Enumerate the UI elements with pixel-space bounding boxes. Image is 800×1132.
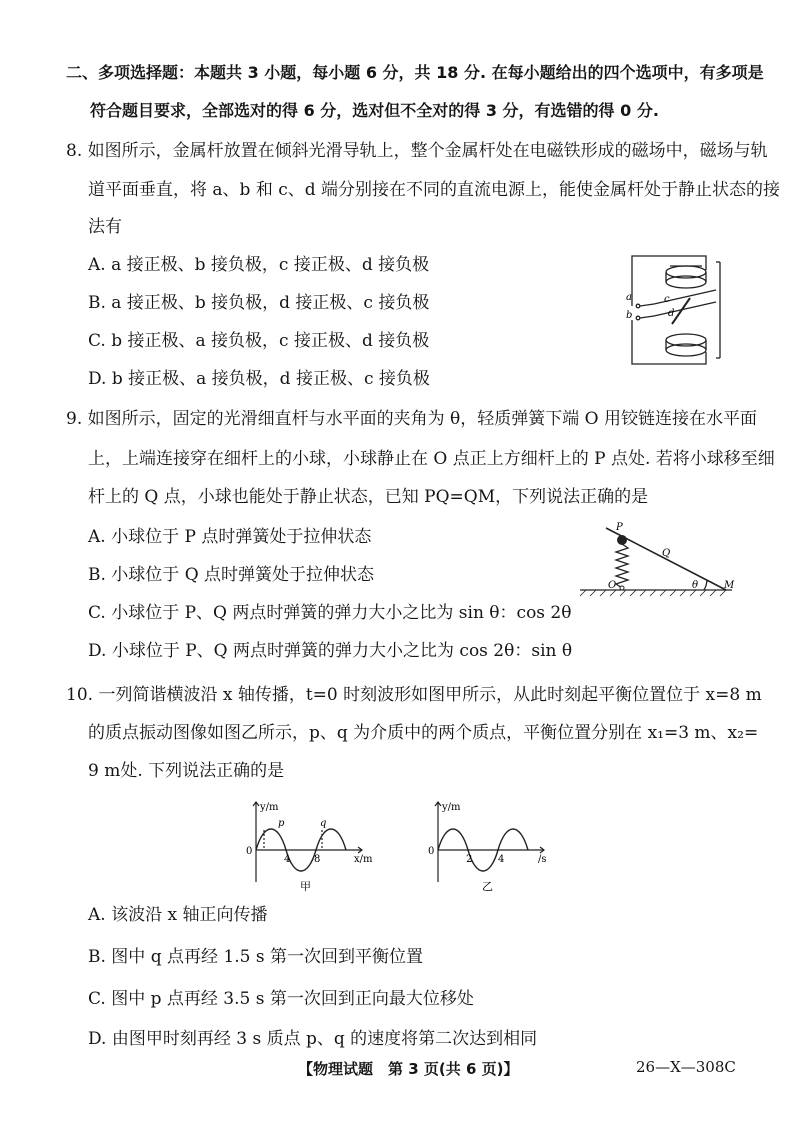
q8-label-d: d (668, 308, 675, 319)
footer-title: 【物理试题 第 3 页(共 6 页)】 (298, 1060, 519, 1078)
q10-yi-tick-4: 4 (498, 854, 505, 865)
q10-jia-caption: 甲 (300, 880, 311, 892)
q10-yi-caption: 乙 (482, 880, 493, 892)
q10-option-d: D. 由图甲时刻再经 3 s 质点 p、q 的速度将第二次达到相同 (88, 1029, 538, 1049)
q10-jia-label-p: p (278, 818, 285, 829)
q9-label-q: Q (662, 548, 671, 559)
q8-stem-line2: 道平面垂直，将 a、b 和 c、d 端分别接在不同的直流电源上，能使金属杆处于静止状态的接 (88, 180, 781, 200)
q9-label-o: O (608, 580, 617, 591)
q8-label-c: c (664, 294, 670, 305)
q10-stem-line1: 10. 一列简谐横波沿 x 轴传播，t=0 时刻波形如图甲所示，从此时刻起平衡位置位于 x=8 m (66, 685, 762, 705)
q10-stem-line2: 的质点振动图像如图乙所示，p、q 为介质中的两个质点，平衡位置分别在 x₁=3 m、x₂= (88, 723, 759, 743)
q8-label-a: a (626, 292, 632, 303)
q10-jia-label-q: q (320, 818, 327, 829)
q8-stem-line3: 法有 (88, 217, 122, 237)
q10-option-c: C. 图中 p 点再经 3.5 s 第一次回到正向最大位移处 (88, 989, 474, 1009)
q9-stem-line2: 上，上端连接穿在细杆上的小球，小球静止在 O 点正上方细杆上的 P 点处. 若将小球移至细 (88, 449, 775, 469)
q10-yi-xlabel: /s (538, 854, 547, 865)
q9-stem-line3: 杆上的 Q 点，小球也能处于静止状态，已知 PQ=QM，下列说法正确的是 (88, 487, 649, 507)
q10-yi-ylabel: y/m (442, 802, 461, 813)
q9-option-c: C. 小球位于 P、Q 两点时弹簧的弹力大小之比为 sin θ：cos 2θ (88, 603, 572, 623)
q10-option-b: B. 图中 q 点再经 1.5 s 第一次回到平衡位置 (88, 947, 423, 967)
q8-stem-line1: 8. 如图所示，金属杆放置在倾斜光滑导轨上，整个金属杆处在电磁铁形成的磁场中，磁场与轨 (66, 141, 768, 161)
q10-jia-xlabel: x/m (354, 854, 373, 865)
section-heading-line2: 符合题目要求，全部选对的得 6 分，选对但不全对的得 3 分，有选错的得 0 分. (90, 101, 659, 120)
q10-jia-tick-4: 4 (284, 854, 291, 865)
q10-stem-line3: 9 m处. 下列说法正确的是 (88, 761, 285, 781)
q8-option-d: D. b 接正极、a 接负极，d 接正极、c 接负极 (88, 369, 430, 389)
q9-label-p: P (616, 522, 623, 533)
section-heading-line1: 二、多项选择题：本题共 3 小题，每小题 6 分，共 18 分. 在每小题给出的四个选项中，有多项是 (66, 63, 764, 82)
q9-option-a: A. 小球位于 P 点时弹簧处于拉伸状态 (88, 527, 372, 547)
q9-option-b: B. 小球位于 Q 点时弹簧处于拉伸状态 (88, 565, 375, 585)
q9-stem-line1: 9. 如图所示，固定的光滑细直杆与水平面的夹角为 θ，轻质弹簧下端 O 用铰链连接在水平面 (66, 409, 758, 429)
q9-option-d: D. 小球位于 P、Q 两点时弹簧的弹力大小之比为 cos 2θ：sin θ (88, 641, 573, 661)
q10-jia-origin: 0 (246, 846, 253, 857)
q10-figure-jia (238, 796, 378, 892)
q10-jia-tick-8: 8 (314, 854, 321, 865)
q10-figure-yi (420, 796, 560, 892)
q10-yi-origin: 0 (428, 846, 435, 857)
q9-spring-rod-figure (576, 518, 738, 600)
q9-label-m: M (724, 580, 735, 591)
q9-label-theta: θ (692, 580, 699, 591)
q8-option-b: B. a 接正极、b 接负极，d 接正极、c 接负极 (88, 293, 430, 313)
q8-option-c: C. b 接正极、a 接负极，c 接正极、d 接负极 (88, 331, 430, 351)
q10-jia-ylabel: y/m (260, 802, 279, 813)
footer-code: 26—X—308C (636, 1058, 736, 1076)
q8-option-a: A. a 接正极、b 接负极，c 接正极、d 接负极 (88, 255, 430, 275)
q8-electromagnet-figure (620, 248, 740, 370)
q10-option-a: A. 该波沿 x 轴正向传播 (88, 905, 268, 925)
q8-label-b: b (626, 310, 633, 321)
q10-yi-tick-2: 2 (466, 854, 473, 865)
